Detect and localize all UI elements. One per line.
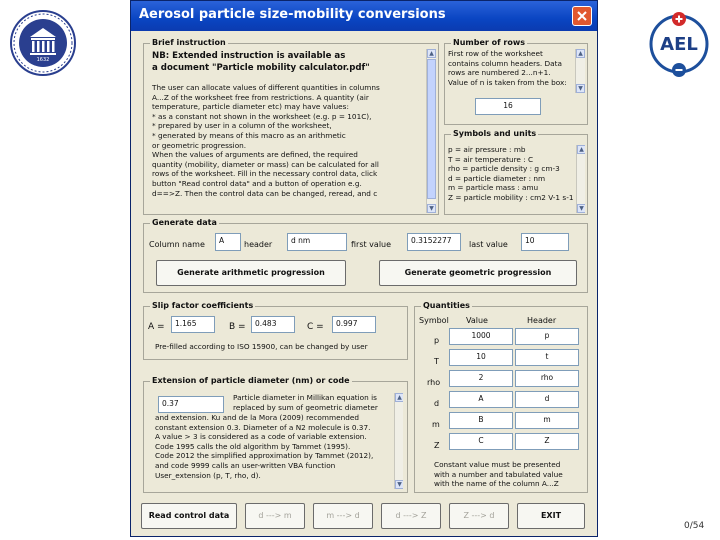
first-value-label: first value: [351, 240, 392, 249]
close-button[interactable]: [572, 6, 592, 26]
rows-count-input[interactable]: 16: [475, 98, 541, 115]
m-to-d-button[interactable]: m ---> d: [313, 503, 373, 529]
scroll-down-icon[interactable]: ▼: [576, 84, 585, 93]
extension-line: Code 2012 the simplified approximation by Tammet (2012),: [155, 451, 374, 461]
scroll-down-icon[interactable]: ▼: [427, 204, 436, 213]
brief-notice-line: a document "Particle mobility calculator.pdf": [152, 62, 370, 73]
coef-b-label: B =: [229, 322, 246, 332]
rows-textbox: [447, 49, 585, 93]
last-value-label: last value: [469, 240, 508, 249]
rows-line: First row of the worksheet: [448, 49, 543, 58]
quantity-header-input[interactable]: t: [515, 349, 579, 366]
quantity-header-input[interactable]: Z: [515, 433, 579, 450]
quantity-header-input[interactable]: d: [515, 391, 579, 408]
quantities-title: Quantities: [423, 301, 470, 310]
z-to-d-button[interactable]: Z ---> d: [449, 503, 509, 529]
extension-line: constant extension 0.3. Diameter of a N2 molecule is 0.37.: [155, 422, 371, 432]
read-control-data-button[interactable]: Read control data: [141, 503, 237, 529]
slip-factor-title: Slip factor coefficients: [152, 301, 254, 310]
coef-a-label: A =: [148, 322, 165, 332]
quantity-header-input[interactable]: rho: [515, 370, 579, 387]
generate-geometric-button[interactable]: Generate geometric progression: [379, 260, 577, 286]
column-name-label: Column name: [149, 240, 205, 249]
quantities-note: [434, 460, 563, 489]
brief-instruction-title: Brief instruction: [152, 38, 226, 47]
slip-note: Pre-filled according to ISO 15900, can be changed by user: [155, 342, 368, 351]
brief-line: * as a constant not shown in the worksheet (e.g. p = 101C),: [152, 111, 372, 121]
scroll-down-icon[interactable]: ▼: [577, 204, 585, 213]
quantity-symbol: rho: [427, 378, 441, 387]
brief-line: or geometric progression.: [152, 140, 247, 150]
slip-factor-group: [143, 301, 408, 360]
coef-a-input[interactable]: 1.165: [171, 316, 215, 333]
col-value-header: Value: [466, 316, 488, 325]
column-name-input[interactable]: A: [215, 233, 241, 251]
scroll-up-icon[interactable]: ▲: [576, 49, 585, 58]
exit-button[interactable]: EXIT: [517, 503, 585, 529]
window-title: Aerosol particle size-mobility conversions: [139, 7, 446, 22]
quantity-symbol: m: [432, 420, 440, 429]
coef-b-input[interactable]: 0.483: [251, 316, 295, 333]
quantities-note-line: Constant value must be presented: [434, 460, 561, 469]
header-input[interactable]: d nm: [287, 233, 347, 251]
brief-notice: [152, 51, 370, 74]
last-value-input[interactable]: 10: [521, 233, 569, 251]
extension-title: Extension of particle diameter (nm) or code: [152, 376, 350, 385]
quantity-value-input[interactable]: 10: [449, 349, 513, 366]
col-symbol-header: Symbol: [419, 316, 449, 325]
brief-line: button "Read control data" and a button of operation e.g.: [152, 178, 362, 188]
brief-notice-line: NB: Extended instruction is available as: [152, 51, 346, 61]
first-value-input[interactable]: 0.3152277: [407, 233, 461, 251]
brief-line: * generated by means of this macro as an arithmetic: [152, 130, 346, 140]
extension-line: Particle diameter in Millikan equation is: [233, 393, 377, 402]
rows-line: contains column headers. Data: [448, 58, 562, 68]
symbols-line: d = particle diameter : nm: [448, 173, 546, 183]
brief-instruction-textbox: [146, 49, 436, 213]
coef-c-input[interactable]: 0.997: [332, 316, 376, 333]
symbols-line: m = particle mass : amu: [448, 183, 539, 193]
quantities-note-line: with a number and tabulated value: [434, 469, 563, 479]
symbols-line: rho = particle density : g cm-3: [448, 164, 560, 174]
symbols-line: Z = particle mobility : cm2 V-1 s-1: [448, 192, 574, 202]
extension-line: and extension. Ku and de la Mora (2009) recommended: [155, 413, 359, 422]
quantity-symbol: p: [434, 336, 440, 345]
quantity-value-input[interactable]: 2: [449, 370, 513, 387]
quantity-header-input[interactable]: m: [515, 412, 579, 429]
extension-textbox: [153, 393, 403, 489]
scroll-down-icon[interactable]: ▼: [395, 480, 403, 489]
logo-year: 1632: [36, 57, 50, 63]
extension-line: User_extension (p, T, rho, d).: [155, 470, 261, 480]
symbols-title: Symbols and units: [453, 129, 537, 138]
symbols-scrollbar[interactable]: [576, 145, 585, 213]
brief-line: When the values of arguments are defined, the required: [152, 150, 358, 160]
d-to-m-button[interactable]: d ---> m: [245, 503, 305, 529]
rows-line: Value of n is taken from the box:: [448, 77, 567, 87]
scroll-up-icon[interactable]: ▲: [427, 49, 436, 58]
brief-line: d==>Z. Then the control data can be changed, reread, and c: [152, 188, 378, 198]
brief-line: * prepared by user in a column of the worksheet,: [152, 121, 332, 131]
col-header-header: Header: [527, 316, 557, 325]
quantity-symbol: d: [434, 399, 440, 408]
scroll-up-icon[interactable]: ▲: [395, 393, 403, 402]
rows-line: rows are numbered 2...n+1.: [448, 68, 551, 78]
extension-line: A value > 3 is considered as a code of variable extension.: [155, 432, 367, 442]
brief-line: The user can allocate values of different quantities in columns: [152, 83, 380, 92]
rows-scrollbar[interactable]: [575, 49, 585, 93]
generate-data-title: Generate data: [152, 218, 217, 227]
ael-logo: [646, 8, 712, 78]
brief-line: temperature, particle diameter etc) may have values:: [152, 102, 349, 112]
header-label: header: [244, 240, 273, 249]
extension-line: Code 1995 calls the old algorithm by Tammet (1995).: [155, 441, 351, 451]
extension-line: replaced by sum of geometric diameter: [233, 402, 378, 412]
brief-line: rows of the worksheet. Fill in the necessary control data, click: [152, 169, 378, 179]
quantity-value-input[interactable]: 1000: [449, 328, 513, 345]
close-icon: [577, 11, 587, 21]
quantities-note-line: with the name of the column A...Z: [434, 479, 559, 489]
symbols-line: p = air pressure : mb: [448, 145, 526, 154]
university-logo: [10, 10, 76, 76]
brief-line: quantity (mobility, diameter or mass) can be calculated for all: [152, 159, 379, 169]
quantity-value-input[interactable]: C: [449, 433, 513, 450]
scroll-up-icon[interactable]: ▲: [577, 145, 585, 154]
quantity-value-input[interactable]: A: [449, 391, 513, 408]
brief-line: A...Z of the worksheet free from restrictions. A quantity (air: [152, 92, 369, 102]
quantity-value-input[interactable]: B: [449, 412, 513, 429]
brief-scrollbar[interactable]: [426, 49, 436, 213]
number-of-rows-title: Number of rows: [453, 38, 525, 47]
scroll-thumb[interactable]: [427, 59, 436, 199]
generate-arithmetic-button[interactable]: Generate arithmetic progression: [156, 260, 346, 286]
title-bar: [131, 1, 597, 31]
d-to-z-button[interactable]: d ---> Z: [381, 503, 441, 529]
quantity-symbol: Z: [434, 441, 440, 450]
symbols-textbox: [447, 145, 585, 213]
extension-line: and code 9999 calls an user-written VBA function: [155, 460, 336, 470]
dialog-window: [130, 0, 598, 537]
coef-c-label: C =: [307, 322, 324, 332]
extension-scrollbar[interactable]: [394, 393, 403, 489]
brief-text: [152, 83, 380, 198]
quantity-symbol: T: [434, 357, 439, 366]
symbols-line: T = air temperature : C: [448, 154, 534, 164]
extension-input[interactable]: 0.37: [158, 396, 224, 413]
ael-logo-text: AEL: [660, 34, 698, 55]
quantity-header-input[interactable]: p: [515, 328, 579, 345]
page-number: 0/54: [684, 521, 705, 531]
